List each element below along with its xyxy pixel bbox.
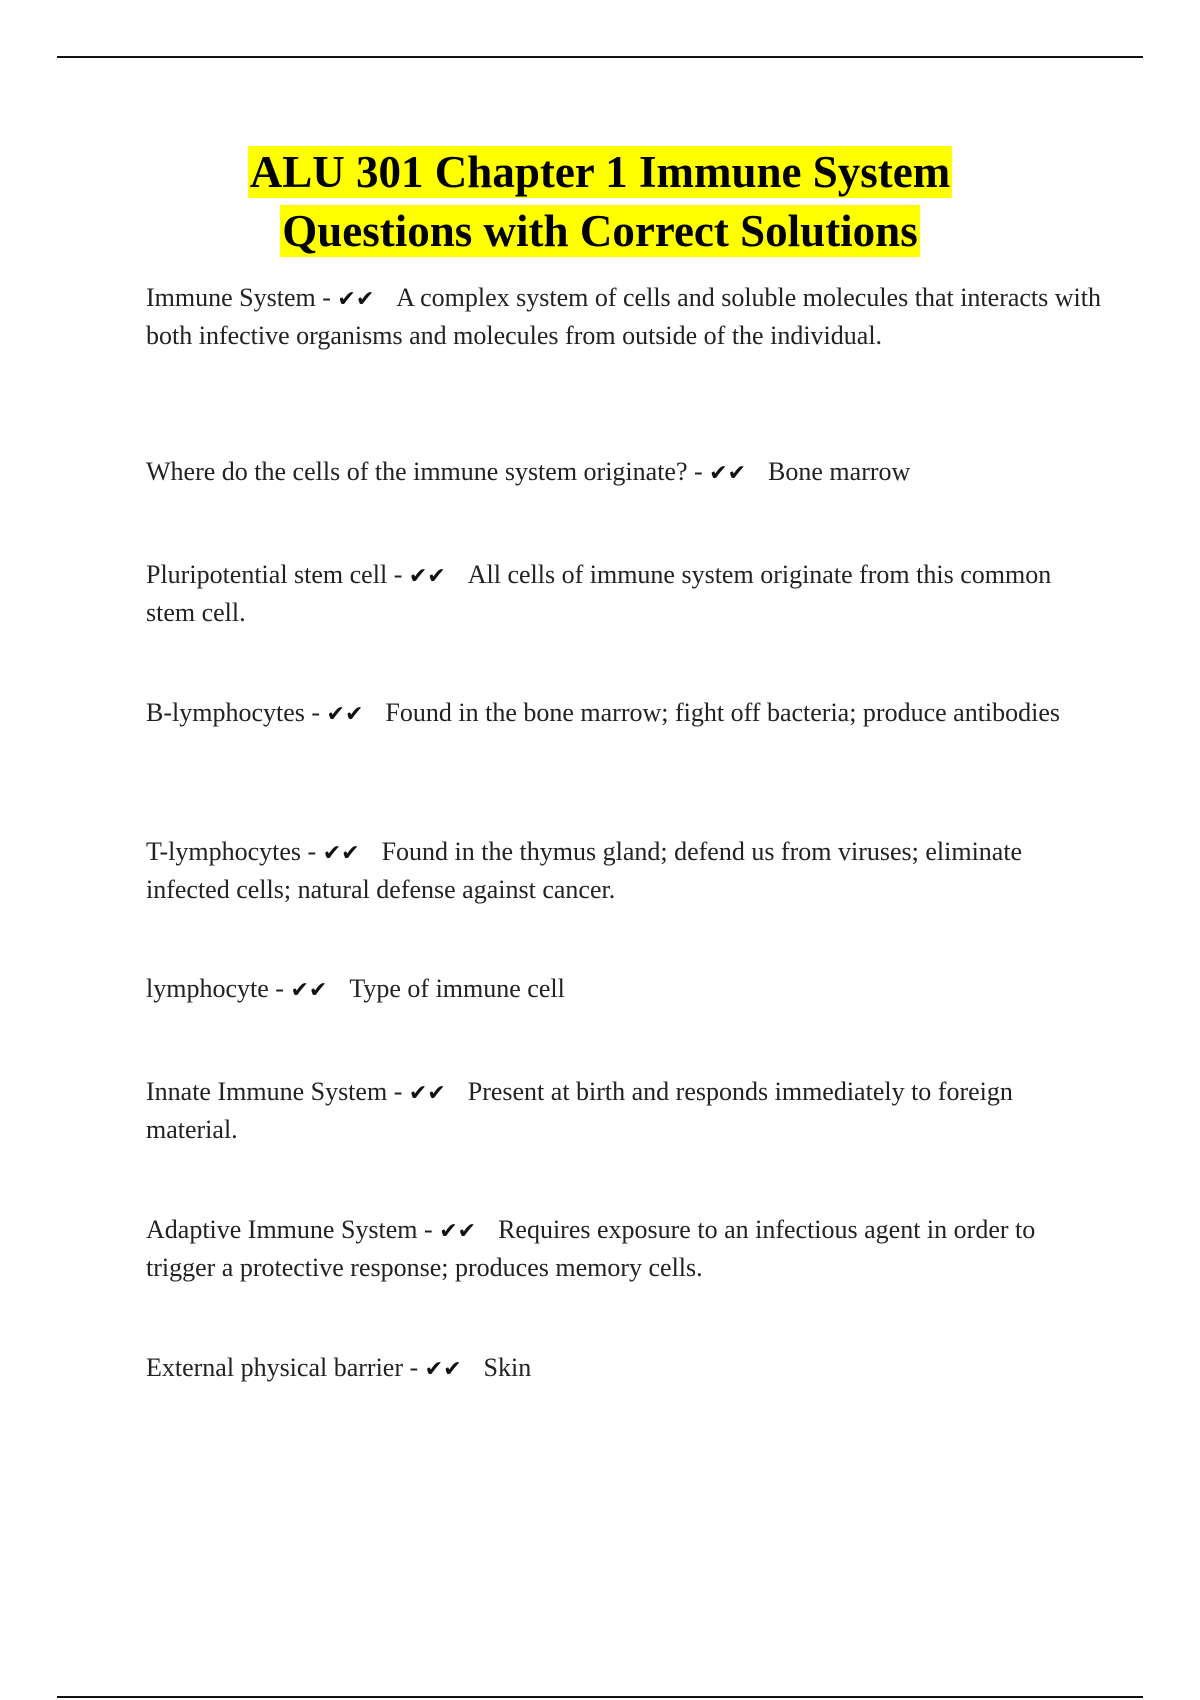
double-check-icon: ✔✔: [439, 1219, 477, 1244]
qa-item-lymphocyte: [146, 971, 1106, 1009]
qa-term: lymphocyte: [146, 974, 269, 1003]
qa-answer: Found in the bone marrow; fight off bacteria; produce antibodies: [385, 698, 1061, 727]
qa-separator: -: [387, 560, 409, 589]
double-check-icon: ✔✔: [326, 702, 364, 727]
qa-item-innate-immune-system: [146, 1074, 1106, 1148]
double-check-icon: ✔✔: [424, 1357, 462, 1382]
qa-separator: -: [304, 698, 327, 727]
qa-separator: -: [687, 457, 710, 486]
qa-separator: -: [268, 974, 291, 1003]
qa-item-external-physical-barrier: [146, 1350, 1106, 1388]
title-line-2: Questions with Correct Solutions: [282, 206, 918, 256]
qa-item-b-lymphocytes: [146, 695, 1106, 733]
qa-separator: -: [417, 1215, 440, 1244]
double-check-icon: ✔✔: [337, 287, 375, 312]
qa-term: Innate Immune System: [146, 1077, 388, 1106]
qa-separator: -: [403, 1353, 425, 1382]
double-check-icon: ✔✔: [408, 1081, 446, 1106]
qa-answer: Present at birth and responds immediately to foreign material.: [146, 1077, 1013, 1144]
double-check-icon: ✔✔: [408, 564, 446, 589]
qa-term: T-lymphocytes: [146, 837, 302, 866]
qa-answer: Skin: [483, 1353, 532, 1382]
qa-separator: -: [315, 283, 338, 312]
qa-term: Pluripotential stem cell: [146, 560, 388, 589]
title-line-1: ALU 301 Chapter 1 Immune System: [249, 147, 951, 197]
qa-answer: Found in the thymus gland; defend us from viruses; eliminate infected cells; natural defense against cancer.: [146, 837, 1023, 904]
qa-item-immune-system: [146, 280, 1106, 354]
qa-answer: A complex system of cells and soluble molecules that interacts with both infective organisms and molecules from outside of the individual.: [146, 283, 1101, 350]
qa-answer: All cells of immune system originate from this common stem cell.: [146, 560, 1052, 627]
qa-item-adaptive-immune-system: [146, 1212, 1106, 1286]
qa-term: External physical barrier: [146, 1353, 403, 1382]
bottom-rule: [57, 1696, 1143, 1698]
qa-term: B-lymphocytes: [146, 698, 305, 727]
qa-term: Where do the cells of the immune system originate?: [146, 457, 688, 486]
qa-answer: Type of immune cell: [349, 974, 565, 1003]
qa-term: Adaptive Immune System: [146, 1215, 418, 1244]
double-check-icon: ✔✔: [290, 978, 328, 1003]
qa-answer: Requires exposure to an infectious agent in order to trigger a protective response; produces memory cells.: [146, 1215, 1036, 1282]
top-rule: [57, 56, 1143, 58]
qa-item-cell-origin: [146, 454, 1106, 492]
qa-item-t-lymphocytes: [146, 834, 1106, 908]
qa-separator: -: [387, 1077, 409, 1106]
qa-separator: -: [301, 837, 323, 866]
double-check-icon: ✔✔: [709, 461, 747, 486]
qa-answer: Bone marrow: [768, 457, 911, 486]
double-check-icon: ✔✔: [322, 841, 360, 866]
qa-term: Immune System: [146, 283, 316, 312]
qa-item-pluripotential-stem-cell: [146, 557, 1106, 631]
document-title: [0, 146, 1200, 264]
